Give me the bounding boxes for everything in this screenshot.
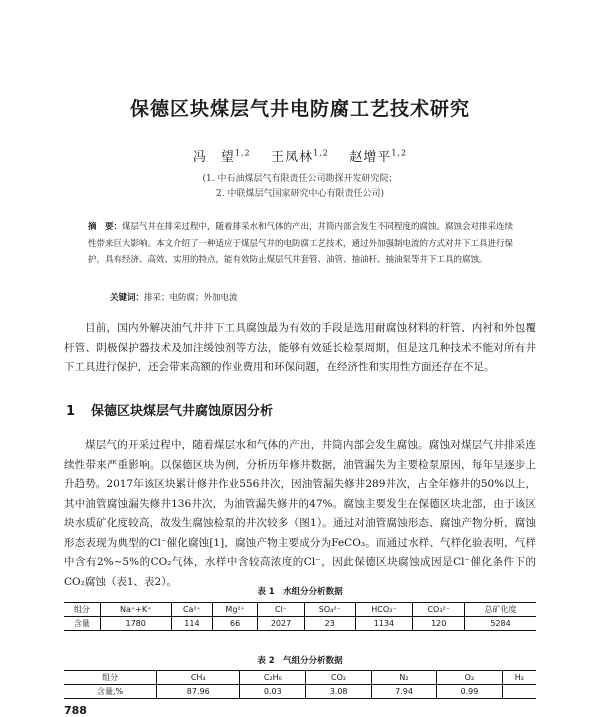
table-header-cell: Mg²⁺	[213, 603, 258, 617]
section-heading	[66, 400, 273, 419]
table-cell: 2027	[258, 617, 305, 631]
page-number: 788	[64, 704, 87, 717]
table-header-cell: Cl⁻	[258, 603, 305, 617]
paper-title: 保德区块煤层气井电防腐工艺技术研究	[129, 98, 470, 120]
table-cell: 0.99	[437, 685, 502, 699]
abstract	[88, 219, 518, 269]
section-title: 保德区块煤层气井腐蚀原因分析	[91, 404, 274, 419]
table-cell: 23	[304, 617, 355, 631]
table-header-cell: C₂H₆	[240, 671, 306, 685]
keywords	[110, 291, 238, 303]
table-header-row	[64, 671, 536, 685]
gas-composition-table	[64, 670, 536, 699]
affiliation-line: 2. 中联煤层气国家研究中心有限责任公司)	[216, 189, 384, 199]
intro-paragraph: 目前，国内外解决油气井井下工具腐蚀最为有效的手段是选用耐腐蚀材料的杆管、内衬和外包覆杆管、阴极保护器技术及加注缓蚀剂等方法，能够有效延长检泵周期，但是这几种技术不能对所有井下工具进行保护，还会带来高额的作业费用和环保问题，在经济性和实用性方面还存在不足。	[64, 322, 536, 373]
table-row	[64, 617, 536, 631]
author-name: 王凤林	[271, 150, 314, 165]
section-paragraph: 煤层气的开采过程中，随着煤层水和气体的产出，井筒内部会发生腐蚀。腐蚀对煤层气井排采连续性带来严重影响。以保德区块为例，分析历年修井数据，油管漏失为主要检泵原因，每年呈逐步上升趋势。2017年该区块累计修井作业556井次，因油管漏失修井289井次，占全年修井的50%以上，其中油管腐蚀漏失修井136井次，为油管漏失修井的47%。腐蚀主要发生在保德区块北部，由于该区块水质矿化度较高，故发生腐蚀检泵的井次较多（图1）。通过对油管腐蚀形态、腐蚀产物分析，腐蚀形态表现为典型的Cl⁻催化腐蚀[1]，腐蚀产物主要成分为FeCO₃。而通过水样、气样化验表明，气样中含有2%~5%的CO₂气体，水样中含较高浓度的Cl⁻，因此保德区块腐蚀成因是Cl⁻催化条件下的CO₂腐蚀（表1、表2）。	[64, 439, 536, 588]
abstract-label: 摘 要：	[88, 222, 123, 232]
table-cell: 0.03	[240, 685, 306, 699]
table-header-cell: N₂	[371, 671, 436, 685]
table-cell: 5284	[465, 617, 536, 631]
table-header-cell: CO₃²⁻	[413, 603, 465, 617]
table-header-cell: O₂	[437, 671, 502, 685]
author-name: 赵增平	[349, 150, 392, 165]
table1-caption: 表 1 水组分分析数据	[257, 587, 343, 597]
table-header-cell: Na⁺+K⁺	[100, 603, 171, 617]
table2-caption: 表 2 气组分分析数据	[257, 656, 343, 666]
water-composition-table	[64, 602, 536, 631]
section-number: 1	[66, 404, 76, 419]
table-header-cell: 组分	[64, 671, 157, 685]
table-header-cell: 组分	[64, 603, 100, 617]
table-cell: 120	[413, 617, 465, 631]
author-list	[0, 146, 600, 165]
table-header-cell: CH₄	[157, 671, 240, 685]
author-affil-sup: 1,2	[234, 148, 251, 158]
table-cell: 87.96	[157, 685, 240, 699]
table-cell: 含量,%	[97, 687, 124, 696]
table-cell: 7.94	[371, 685, 436, 699]
table-cell: 含量	[73, 619, 90, 628]
affiliation-line: (1. 中石油煤层气有限责任公司勘探开发研究院；	[202, 174, 398, 184]
table-header-cell: SO₄²⁻	[304, 603, 355, 617]
table-header-cell: 总矿化度	[465, 603, 536, 617]
table-cell: 1134	[355, 617, 413, 631]
author-affil-sup: 1,2	[313, 148, 329, 158]
table-cell: 3.08	[306, 685, 371, 699]
table-header-cell: HCO₃⁻	[355, 603, 413, 617]
table-header-cell: CO₂	[306, 671, 371, 685]
author-affil-sup: 1,2	[391, 148, 408, 158]
keywords-label: 关键词：	[110, 293, 145, 303]
table-cell: 1780	[100, 617, 171, 631]
abstract-text: 煤层气井在排采过程中，随着排采水和气体的产出，井筒内部会发生不同程度的腐蚀。腐蚀会对排采连续性带来巨大影响。本文介绍了一种适应于煤层气井的电防腐工艺技术，通过外加强制电流的方式对井下工具进行保护，具有经济、高效、实用的特点，能有效防止煤层气井套管、油管、抽油杆、抽油泵等井下工具的腐蚀。	[88, 222, 514, 265]
table-cell: 114	[171, 617, 213, 631]
table-cell	[502, 685, 536, 699]
table-cell: 66	[213, 617, 258, 631]
table-header-row	[64, 603, 536, 617]
author-name: 冯 望	[192, 150, 235, 165]
table-row	[64, 685, 536, 699]
keywords-text: 排采；电防腐；外加电流	[144, 293, 238, 303]
table-header-cell: Ca²⁺	[171, 603, 213, 617]
table-header-cell: H₂	[502, 671, 536, 685]
